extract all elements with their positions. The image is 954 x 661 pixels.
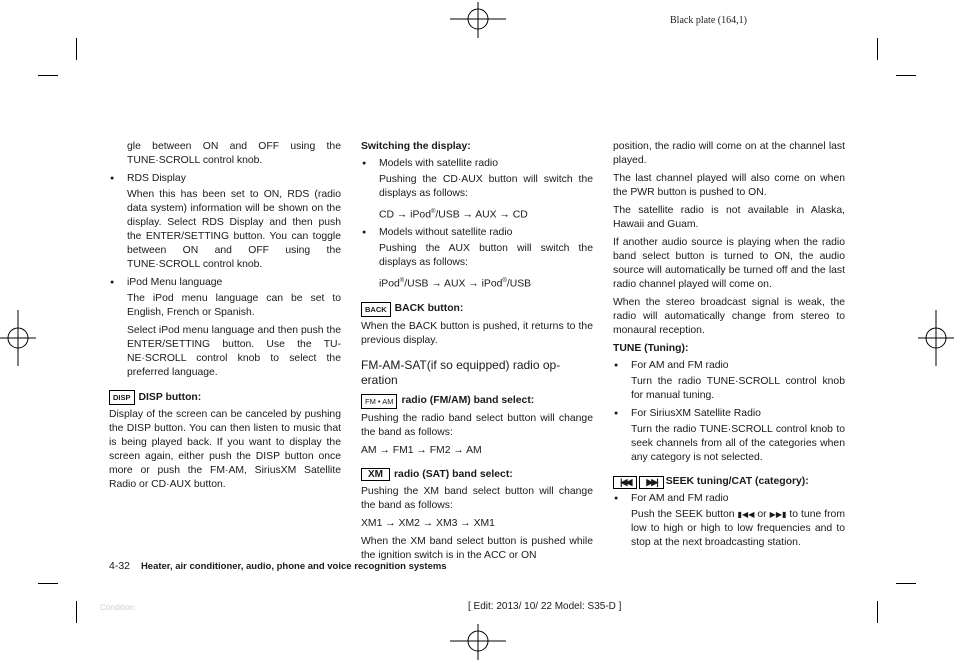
paragraph: When the BACK button is pushed, it returns to the previous display. [361,320,593,346]
xm-heading [361,468,593,482]
fmam-heading [361,394,593,409]
crop-mark [38,583,58,584]
fm-am-button-icon: FM • AM [361,394,397,409]
paragraph: The iPod menu language can be set to English, French or Spanish. [127,293,341,318]
sequence: CD → iPod®/USB → AUX → CD [379,209,528,221]
back-button-icon: BACK [361,302,391,317]
crop-mark [76,601,77,623]
paragraph: Pushing the XM band select button will change the band as follows: [361,485,593,511]
registration-mark-icon [450,624,506,660]
seek-forward-inline-icon: ▶▶▮ [769,510,787,519]
bullet-nosat: ● Models without satellite radio [361,226,593,240]
back-heading [361,302,593,317]
paragraph: Turn the radio TUNE·SCROLL control knob for manual tuning. [631,376,845,401]
registration-mark-icon [0,310,36,366]
paragraph: The satellite radio is not available in Alaska, Hawaii and Guam. [613,205,845,230]
paragraph: Pushing the CD·AUX button will switch the displays as follows: [379,174,593,199]
crop-mark [896,75,916,76]
crop-mark [38,75,58,76]
condition-label: Condition: [100,603,137,612]
footer [109,560,447,572]
seek-back-inline-icon: ▮◀◀ [737,510,755,519]
fmam-title: radio (FM/AM) band select: [401,395,535,407]
back-title: BACK button: [394,303,464,315]
section-heading: FM-AM-SAT(if so equipped) radio op-eration [361,357,561,387]
crop-mark [76,38,77,60]
column-2 [361,140,593,567]
paragraph: The last channel played will also come on when the PWR button is pushed to ON. [613,173,845,198]
seek-forward-icon: ▶▶| [639,476,663,489]
sequence: AM → FM1 → FM2 → AM [361,444,482,456]
xm-button-icon: XM [361,468,390,481]
crop-mark [877,38,878,60]
column-1 [109,140,341,496]
paragraph: When this has been set to ON, RDS (radio data system) information will be shown on the display. Select RDS Display and then push the ENTER/SETTING button. You can toggle between ON and OFF using the TUNE·SCROLL control knob. [127,189,341,270]
column-3 [613,140,845,554]
paragraph: Select iPod menu language and then push the ENTER/SETTING button. Use the TU-NE·SCROLL control knob to select the preferred language. [127,325,341,378]
registration-mark-icon [918,310,954,366]
switching-heading: Switching the display: [361,141,471,152]
paragraph: gle between ON and OFF using the TUNE·SCROLL control knob. [127,141,341,166]
page-number: 4-32 [109,560,131,572]
disp-heading [109,390,341,405]
paragraph: Push the SEEK button ▮◀◀ or ▶▶▮ to tune from low to high or high to low frequencies and to stop at the next broadcasting station. [631,509,845,548]
seek-title: SEEK tuning/CAT (category): [665,476,809,487]
paragraph: Turn the radio TUNE·SCROLL control knob to seek channels from all of the categories when any category is not selected. [631,424,845,463]
plate-label: Black plate (164,1) [670,15,747,26]
paragraph: When the XM band select button is pushed while the ignition switch is in the ACC or ON [361,535,593,561]
paragraph: Pushing the AUX button will switch the displays as follows: [379,243,593,269]
bullet-tune-sat: ● For SiriusXM Satellite Radio [613,407,845,421]
bullet-rds: ● RDS Display [109,172,341,186]
registration-mark-icon [450,2,506,38]
bullet-sat: ● Models with satellite radio [361,157,593,171]
tune-heading: TUNE (Tuning): [613,343,689,354]
crop-mark [877,601,878,623]
bullet-tune-am: ● For AM and FM radio [613,359,845,373]
chapter-title: Heater, air conditioner, audio, phone and voice recognition systems [140,561,447,572]
seek-heading [613,475,845,489]
paragraph: Display of the screen can be canceled by pushing the DISP button. You can then listen to music that is being played back. If you want to display the screen again, either push the DISP button once more or push the FM·AM, SiriusXM Satellite Radio or CD·AUX button. [109,409,341,490]
paragraph: position, the radio will come on at the channel last played. [613,141,845,166]
disp-button-icon: DISP [109,390,135,405]
paragraph: Pushing the radio band select button will change the band as follows: [361,412,593,438]
sequence: iPod®/USB → AUX → iPod®/USB [379,278,532,290]
sequence: XM1 → XM2 → XM3 → XM1 [361,517,495,529]
bullet-ipod: ● iPod Menu language [109,276,341,290]
seek-back-icon: |◀◀ [613,476,637,489]
paragraph: If another audio source is playing when the radio band select button is turned to ON, the audio source will automatically be turned off and the last radio channel played will come on. [613,237,845,290]
paragraph: When the stereo broadcast signal is weak, the radio will automatically change from stereo to monaural reception. [613,297,845,336]
edit-info: [ Edit: 2013/ 10/ 22 Model: S35-D ] [468,601,622,612]
crop-mark [896,583,916,584]
disp-title: DISP button: [138,391,202,403]
bullet-seek-am: ● For AM and FM radio [613,492,845,506]
xm-title: radio (SAT) band select: [394,468,513,480]
